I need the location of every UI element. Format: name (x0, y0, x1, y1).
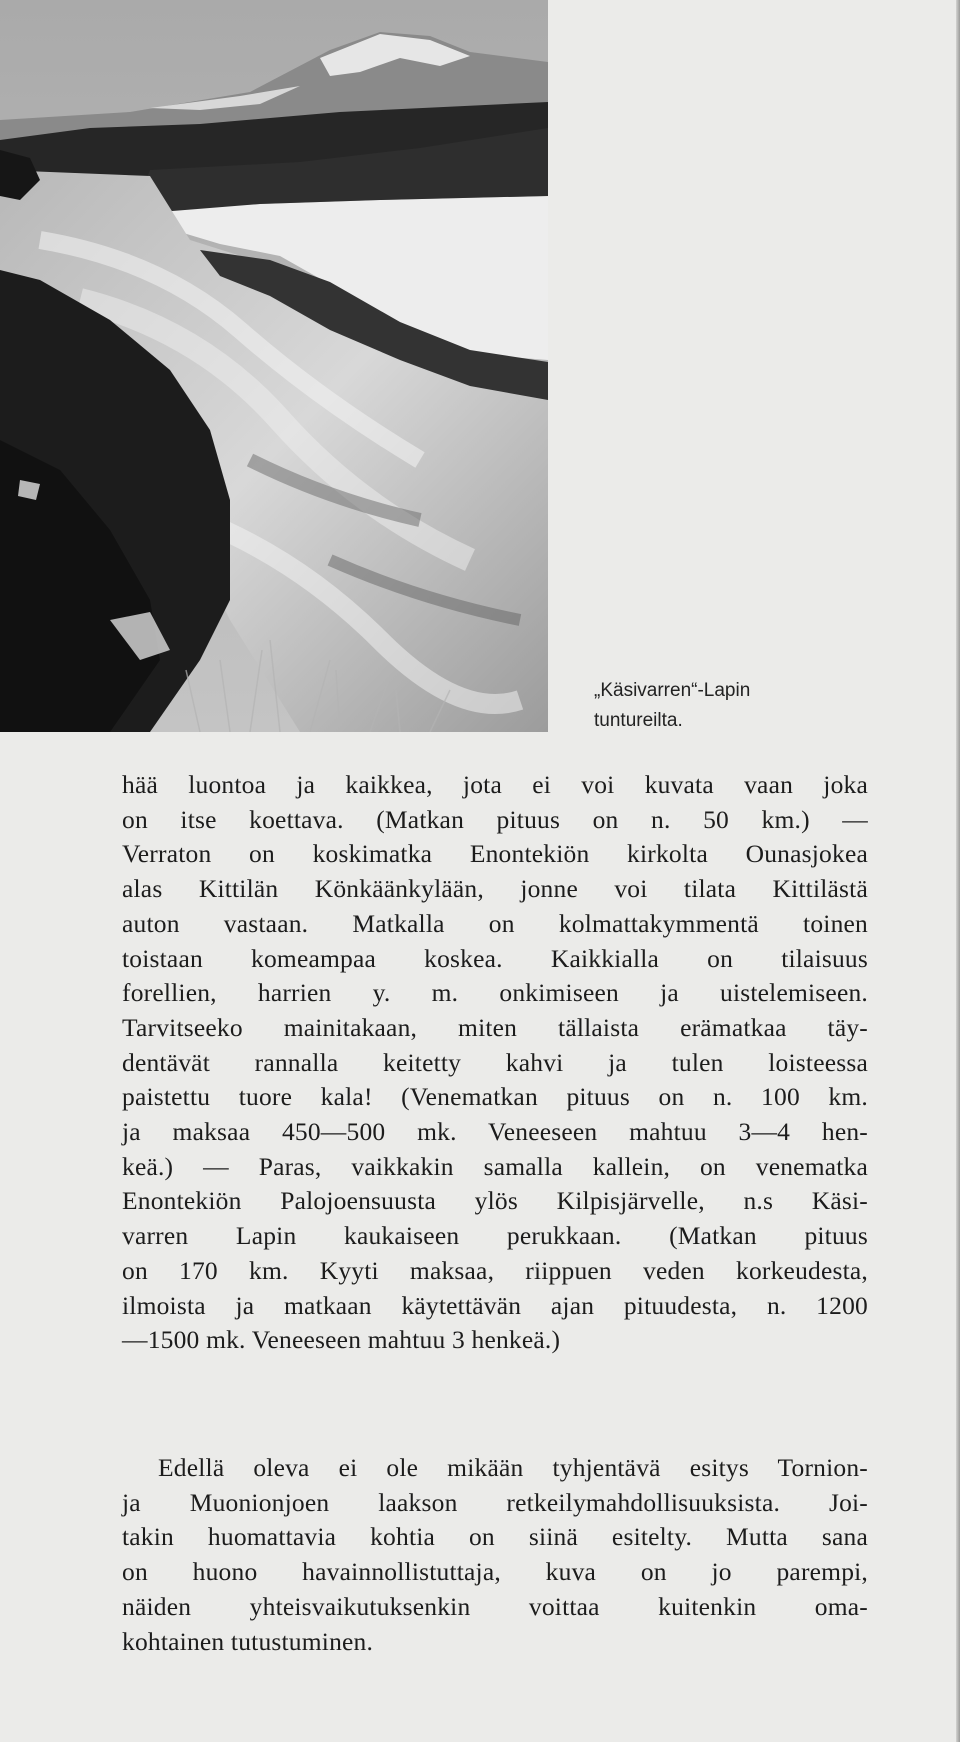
text-line: alas Kittilän Könkäänkylään, jonne voi tilata Kittilästä (122, 874, 868, 904)
text-line: toistaan komeampaa koskea. Kaikkialla on tilaisuus (122, 943, 868, 973)
text-line: Verraton on koskimatka Enontekiön kirkolta Ounasjokea (122, 839, 868, 869)
text-line: —1500 mk. Veneeseen mahtuu 3 henkeä.) (122, 1325, 561, 1355)
text-line: näiden yhteisvaikutuksenkin voittaa kuitenkin oma- (122, 1591, 868, 1621)
text-line: hää luontoa ja kaikkea, jota ei voi kuvata vaan joka (122, 770, 868, 799)
text-line: auton vastaan. Matkalla on kolmattakymmentä toinen (122, 908, 868, 938)
text-line: varren Lapin kaukaiseen perukkaan. (Matkan pituus (122, 1221, 868, 1251)
body-paragraph-1 (122, 768, 868, 1358)
caption-line: „Käsivarren“-Lapin (594, 680, 751, 701)
caption-line: tuntureilta. (594, 710, 683, 731)
text-line: on huono havainnollistuttaja, kuva on jo parempi, (122, 1557, 868, 1587)
text-line: on 170 km. Kyyti maksaa, riippuen veden korkeudesta, (122, 1255, 868, 1285)
text-line: forellien, harrien y. m. onkimiseen ja uistelemiseen. (122, 978, 868, 1008)
landscape-photo (0, 0, 548, 732)
body-paragraph-2 (122, 1451, 868, 1659)
text-line: keä.) — Paras, vaikkakin samalla kallein, on venematka (122, 1151, 868, 1181)
text-line: Tarvitseeko mainitakaan, miten tällaista erämatkaa täy- (122, 1012, 868, 1042)
text-line: ja maksaa 450—500 mk. Veneeseen mahtuu 3—4 hen- (122, 1117, 868, 1147)
text-line: ja Muonionjoen laakson retkeilymahdollisuuksista. Joi- (122, 1487, 868, 1517)
text-line: takin huomattavia kohtia on siinä esitelty. Mutta sana (122, 1522, 868, 1552)
text-line: ilmoista ja matkaan käytettävän ajan pituudesta, n. 1200 (122, 1290, 868, 1320)
page-edge (956, 0, 960, 1742)
text-line: Edellä oleva ei ole mikään tyhjentävä esitys Tornion- (158, 1453, 868, 1482)
rapids-fell-illustration (0, 0, 548, 732)
text-line: dentävät rannalla keitetty kahvi ja tulen loisteessa (122, 1047, 868, 1077)
text-line: on itse koettava. (Matkan pituus on n. 50 km.) — (122, 804, 868, 834)
text-line: Enontekiön Palojoensuusta ylös Kilpisjärvelle, n.s Käsi- (122, 1186, 868, 1216)
photo-caption (594, 676, 854, 736)
text-line: kohtainen tutustuminen. (122, 1626, 374, 1656)
text-line: paistettu tuore kala! (Venematkan pituus on n. 100 km. (122, 1082, 868, 1112)
